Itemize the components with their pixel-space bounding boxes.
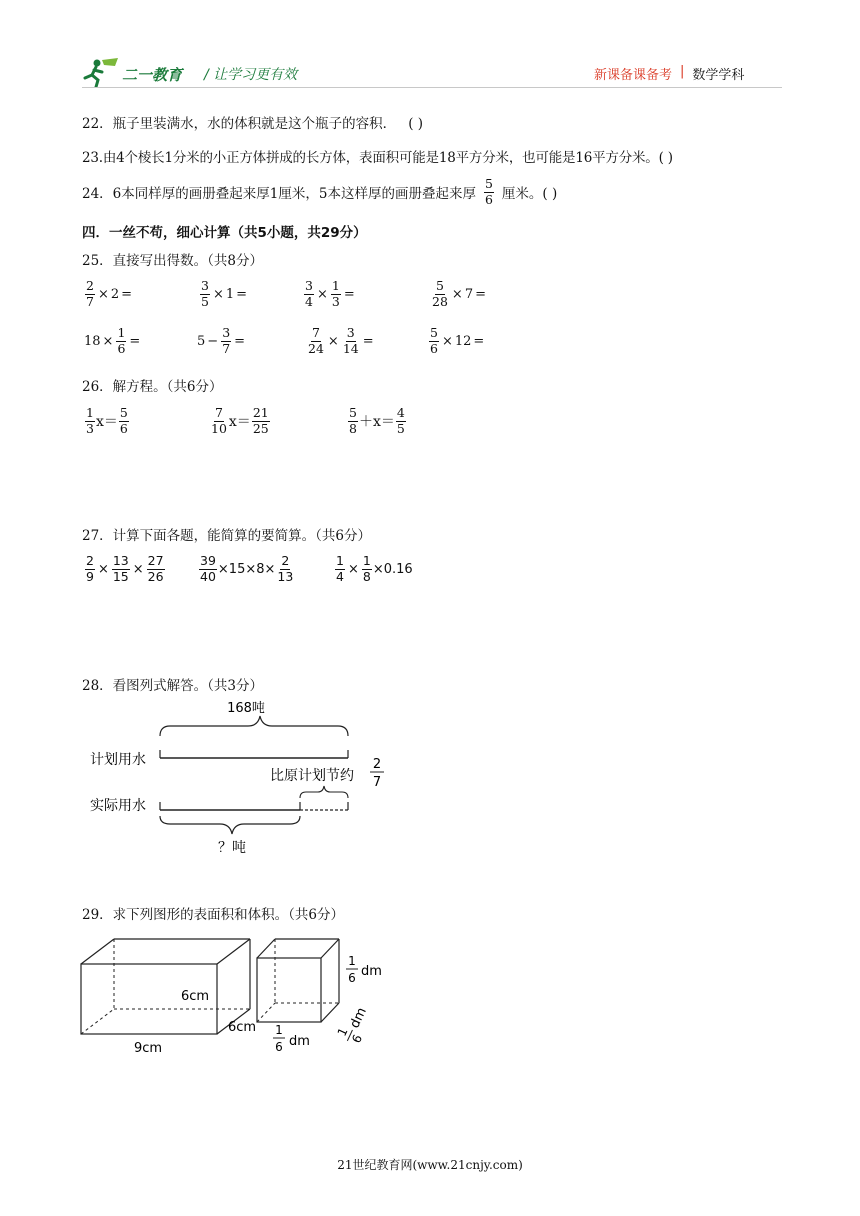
footer: 21世纪教育网(www.21cnjy.com) <box>337 1158 523 1172</box>
plan-label: 计划用水 <box>90 752 146 768</box>
cube-depth-unit: dm <box>347 1005 370 1031</box>
bottom-brace <box>160 816 300 834</box>
equation: $\frac{5}{8}$ ＋x＝ $\frac{4}{5}$ <box>349 405 405 436</box>
water-diagram <box>80 700 410 860</box>
calc-item: 5 − $\frac{3}{7}$ = <box>197 325 246 356</box>
calc-expression: $\frac{2}{9}$ × $\frac{13}{15}$ × $\frac{27}{26}$ <box>86 553 164 584</box>
save-label: 比原计划节约 <box>270 768 354 784</box>
calc-item: $\frac{5}{28}$ × 7 = <box>432 278 486 309</box>
top-brace <box>160 716 348 736</box>
question-24: 24．6本同样厚的画册叠起来厚1厘米，5本这样厚的画册叠起来厚 $\frac{5}{6}$ 厘米。( ) <box>82 176 558 207</box>
question-28-title: 28．看图列式解答。（共3分） <box>82 678 264 694</box>
question-26-title: 26．解方程。（共6分） <box>82 379 223 395</box>
cube-width-num: 1 <box>275 1023 283 1037</box>
header-subject: 数学学科 <box>692 68 745 83</box>
calc-expression: $\frac{1}{4}$ × $\frac{1}{8}$ ×0.16 <box>336 553 413 584</box>
cuboid-length-label: 9cm <box>134 1041 163 1056</box>
calc-expression: $\frac{39}{40}$ ×15×8× $\frac{2}{13}$ <box>200 553 294 584</box>
calc-item: 18 × $\frac{1}{6}$ = <box>84 325 141 356</box>
calc-item: $\frac{3}{5}$ × 1 = <box>201 278 248 309</box>
cube-width-den: 6 <box>275 1040 283 1054</box>
cube-height-num: 1 <box>348 954 356 968</box>
save-frac-num: 2 <box>372 757 382 772</box>
cube-depth-num: 1 <box>334 1025 351 1039</box>
save-brace <box>300 786 348 798</box>
top-label: 168吨 <box>227 701 265 716</box>
cube-depth-den: 6 <box>349 1032 366 1046</box>
header-separator: | <box>680 64 685 79</box>
calc-item: $\frac{2}{7}$ × 2 = <box>86 278 133 309</box>
cuboid-figure <box>78 935 268 1060</box>
calc-item: $\frac{5}{6}$ × 12 = <box>430 325 485 356</box>
equation: $\frac{1}{3}$ x＝ $\frac{5}{6}$ <box>86 405 128 436</box>
calc-item: $\frac{3}{4}$ × $\frac{1}{3}$ = <box>305 278 355 309</box>
cube-figure <box>253 935 393 1060</box>
actual-label: 实际用水 <box>90 798 146 814</box>
fraction: $\frac{5}{6}$ <box>484 176 493 207</box>
header-course-title: 新课备课备考 <box>594 68 673 83</box>
runner-logo-icon <box>82 56 122 88</box>
question-22: 22．瓶子里装满水，水的体积就是这个瓶子的容积． ( ) <box>82 116 424 132</box>
cuboid-height-label: 6cm <box>181 989 210 1004</box>
question-29-title: 29．求下列图形的表面积和体积。（共6分） <box>82 907 345 923</box>
header-rule <box>82 87 782 88</box>
header-right <box>594 64 744 83</box>
brand-name: 二一教育 <box>122 66 183 84</box>
question-23: 23.由4个棱长1分米的小正方体拼成的长方体，表面积可能是18平方分米，也可能是16平方分米。( ) <box>82 150 673 166</box>
section-title: 四．一丝不苟，细心计算（共5小题，共29分） <box>82 225 367 241</box>
calc-item: $\frac{7}{24}$ × $\frac{3}{14}$ = <box>308 325 374 356</box>
cube-height-unit: dm <box>361 964 382 979</box>
bottom-label: ？吨 <box>218 840 246 856</box>
cuboid-width-label: 6cm <box>228 1020 257 1035</box>
question-27-title: 27．计算下面各题，能简算的要简算。（共6分） <box>82 528 372 544</box>
header <box>82 56 782 90</box>
cube-width-unit: dm <box>289 1034 310 1049</box>
save-frac-den: 7 <box>372 775 382 790</box>
equation: $\frac{7}{10}$ x＝ $\frac{21}{25}$ <box>211 405 269 436</box>
cube-height-den: 6 <box>348 971 356 985</box>
question-25-title: 25．直接写出得数。（共8分） <box>82 253 264 269</box>
slogan: / 让学习更有效 <box>204 67 298 83</box>
